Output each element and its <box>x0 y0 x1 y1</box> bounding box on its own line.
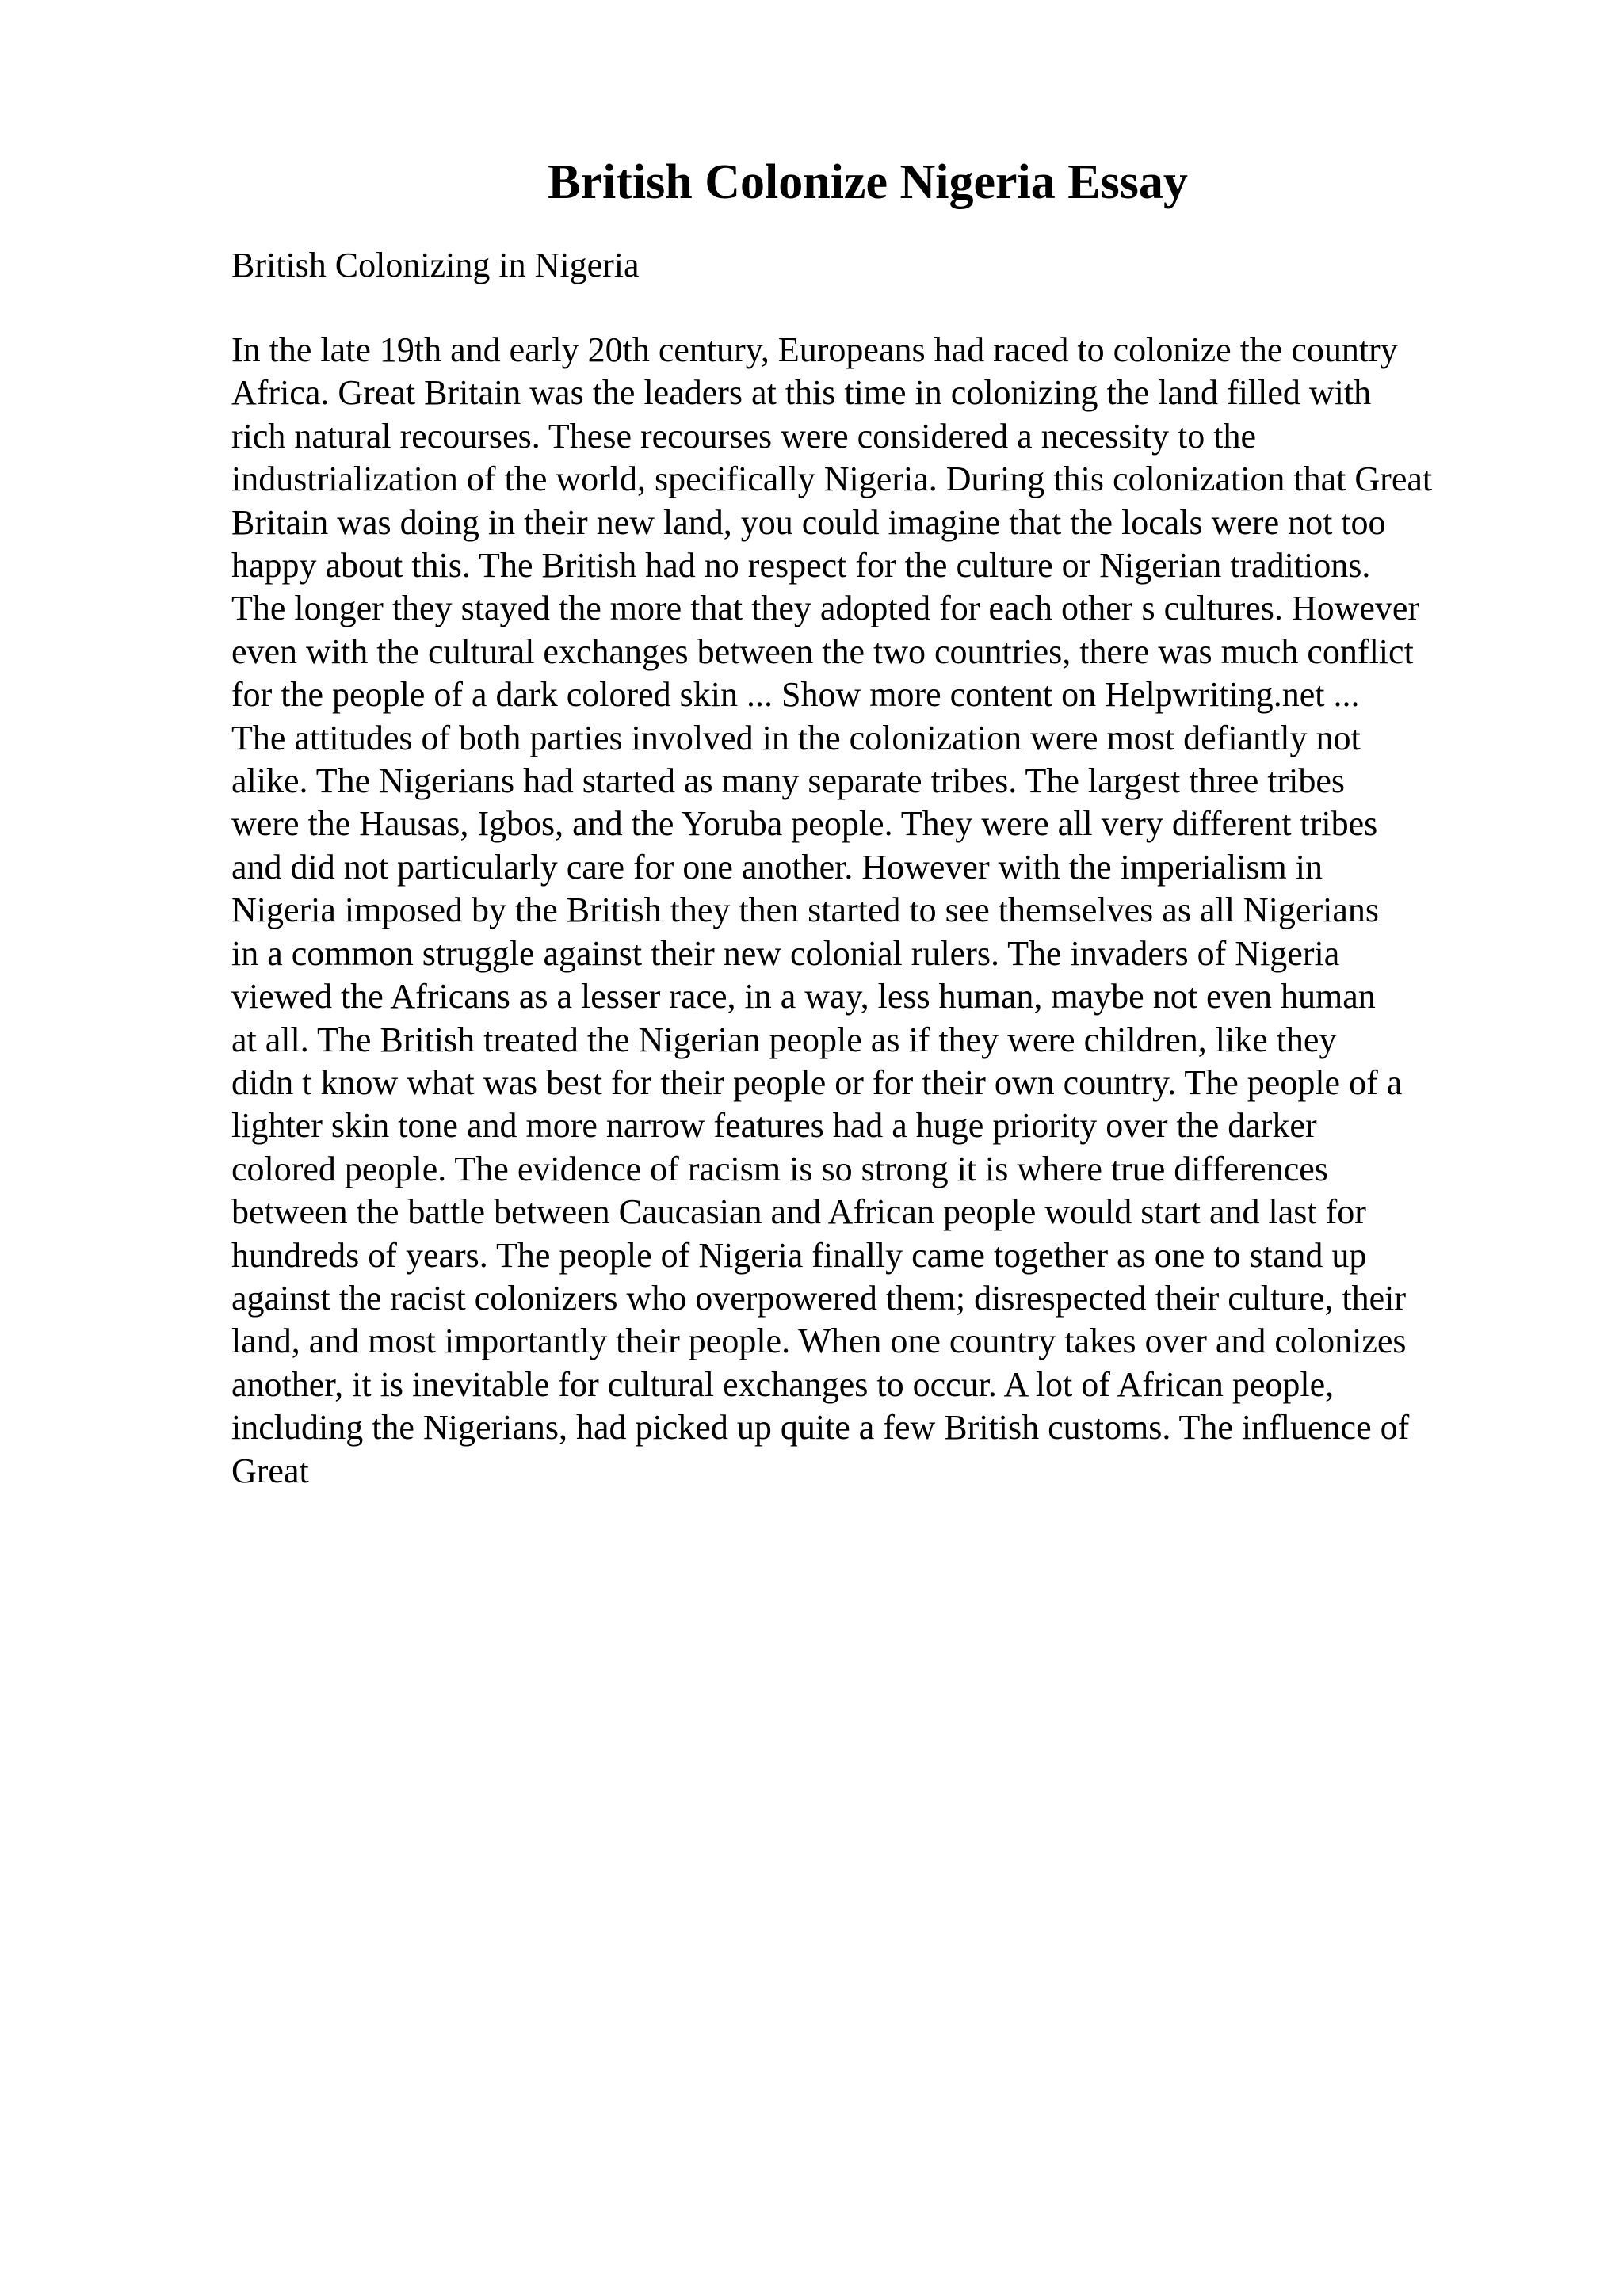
essay-subtitle: British Colonizing in Nigeria <box>231 246 640 284</box>
essay-line: between the battle between Caucasian and African people would start and last for <box>231 1192 1366 1232</box>
essay-line: Africa. Great Britain was the leaders at this time in colonizing the land filled with <box>231 373 1372 413</box>
essay-line: didn t know what was best for their people or for their own country. The people of a <box>231 1062 1403 1102</box>
essay-line: for the people of a dark colored skin ... Show more content on Helpwriting.net ... <box>231 675 1360 715</box>
essay-line: lighter skin tone and more narrow features had a huge priority over the darker <box>231 1106 1317 1146</box>
essay-line: another, it is inevitable for cultural exchanges to occur. A lot of African people, <box>231 1364 1335 1404</box>
essay-line: viewed the Africans as a lesser race, in a way, less human, maybe not even human <box>231 977 1376 1016</box>
essay-line: at all. The British treated the Nigerian people as if they were children, like they <box>231 1020 1337 1059</box>
essay-line: including the Nigerians, had picked up quite a few British customs. The influence of <box>231 1408 1410 1447</box>
essay-line: happy about this. The British had no respect for the culture or Nigerian traditions. <box>231 546 1371 585</box>
essay-line: against the racist colonizers who overpowered them; disrespected their culture, their <box>231 1278 1407 1318</box>
essay-line: hundreds of years. The people of Nigeria finally came together as one to stand up <box>231 1235 1367 1275</box>
page-title: British Colonize Nigeria Essay <box>548 155 1188 209</box>
essay-line: Great <box>231 1451 309 1490</box>
essay-line: were the Hausas, Igbos, and the Yoruba people. They were all very different tribes <box>231 804 1378 844</box>
essay-line: Britain was doing in their new land, you could imagine that the locals were not too <box>231 502 1386 542</box>
essay-line: rich natural recourses. These recourses were considered a necessity to the <box>231 416 1256 456</box>
essay-line: even with the cultural exchanges between the two countries, there was much conflict <box>231 631 1414 671</box>
essay-line: and did not particularly care for one another. However with the imperialism in <box>231 847 1323 887</box>
essay-line: land, and most importantly their people. When one country takes over and colonizes <box>231 1322 1407 1361</box>
essay-line: alike. The Nigerians had started as many separate tribes. The largest three tribes <box>231 761 1346 801</box>
essay-body <box>231 329 1547 1493</box>
essay-line: Nigeria imposed by the British they then started to see themselves as all Nigerians <box>231 891 1379 930</box>
essay-line: industrialization of the world, specifically Nigeria. During this colonization that Great <box>231 460 1433 499</box>
essay-line: colored people. The evidence of racism is so strong it is where true differences <box>231 1149 1328 1188</box>
essay-line: in a common struggle against their new colonial rulers. The invaders of Nigeria <box>231 933 1340 973</box>
essay-line: The attitudes of both parties involved in the colonization were most defiantly not <box>231 718 1361 757</box>
essay-line: The longer they stayed the more that they adopted for each other s cultures. However <box>231 589 1420 628</box>
essay-line: In the late 19th and early 20th century, Europeans had raced to colonize the country <box>231 330 1398 369</box>
